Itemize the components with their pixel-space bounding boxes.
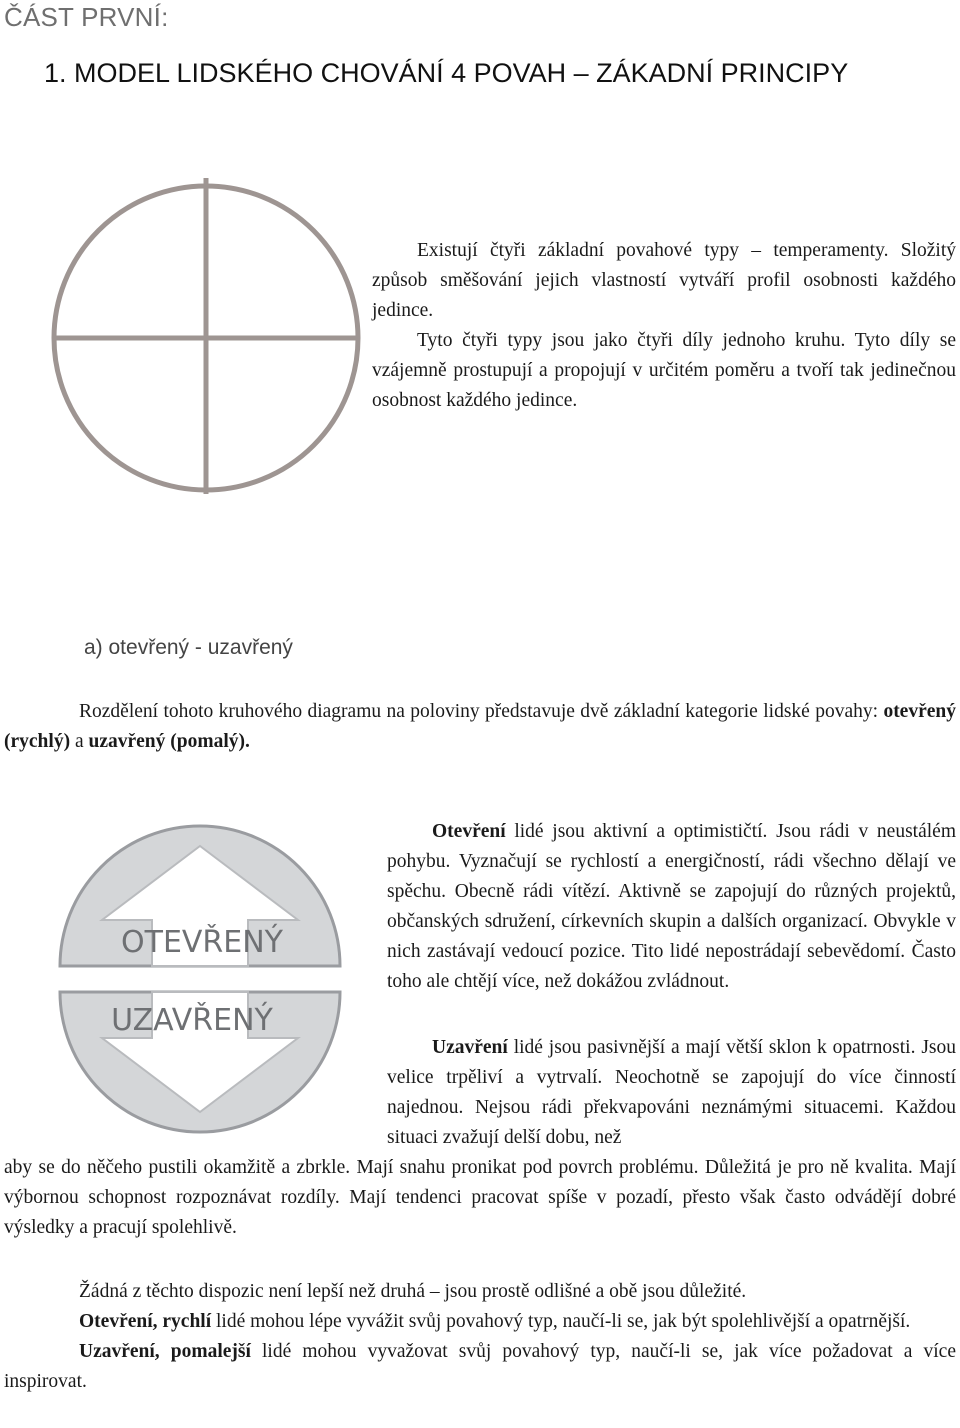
- open-description: lidé jsou aktivní a optimističtí. Jsou rádi v neustálém pohybu. Vyznačují se rychlostí a energičností, rádi všechno dělají ve spěchu. Obecně rádi vítězí. Aktivně se zapojují do různých projektů, občanských sdružení, církevních skupin a dalších organizací. Obvykle v nich zastávají vedoucí pozice. Tito lidé nepostrádají sebevědomí. Často toho ale chtějí více, než dokážou zvládnout.: [387, 821, 956, 992]
- summary-closed: [4, 1337, 956, 1397]
- closed-paragraph-bottom: aby se do něčeho pustili okamžitě a zbrkle. Mají snahu pronikat pod povrch problému. Důležitá je pro ně kvalita. Mají výbornou schopnost rozpoznávat rozdíly. Mají tendenci pracovat spíše v pozadí, přesto však často odvádějí dobré výsledky a pracují spolehlivě.: [4, 1157, 956, 1238]
- closed-paragraph-top: [387, 1033, 956, 1153]
- intro-paragraph-1: Existují čtyři základní povahové typy – temperamenty. Složitý způsob směšování jejich vlastností vytváří profil osobnosti každého jedince.: [372, 240, 956, 321]
- closed-term-inline: uzavřený (pomalý): [88, 731, 245, 752]
- open-paragraph: [387, 817, 956, 997]
- halves-conj: a: [70, 731, 89, 752]
- intro-paragraph-2: Tyto čtyři typy jsou jako čtyři díly jednoho kruhu. Tyto díly se vzájemně prostupují a propojují v určitém poměru a tvoří tak jedinečnou osobnost každého jedince.: [372, 330, 956, 411]
- part-heading: ČÁST PRVNÍ:: [4, 2, 169, 32]
- summary-line-1: Žádná z těchto dispozic není lepší než druhá – jsou prostě odlišné a obě jsou důležité.: [79, 1281, 747, 1302]
- closed-description-top: lidé jsou pasivnější a mají větší sklon k opatrnosti. Jsou velice trpěliví a vytrvalí. Neochotně se zapojují do více činností najednou. Nejsou rádi překvapováni neznámými situacemi. Každou situaci zvažují delší dobu, než: [387, 1037, 956, 1148]
- label-closed: UZAVŘENÝ: [111, 1003, 273, 1038]
- summary-closed-text: lidé mohou vyvažovat svůj povahový typ, naučí-li se, jak více požadovat a více inspirovat.: [4, 1341, 956, 1392]
- chapter-heading: 1. MODEL LIDSKÉHO CHOVÁNÍ 4 POVAH – ZÁKADNÍ PRINCIPY: [44, 58, 849, 88]
- intro-text: [372, 236, 956, 416]
- summary-open-term: Otevření, rychlí: [79, 1311, 212, 1332]
- summary-open: [4, 1307, 956, 1337]
- summary-open-text: lidé mohou lépe vyvážit svůj povahový typ, naučí-li se, jak být spolehlivější a opatrnější.: [211, 1311, 911, 1332]
- halves-end: .: [245, 731, 250, 752]
- summary-block: [4, 1277, 956, 1397]
- halves-lead: Rozdělení tohoto kruhového diagramu na poloviny představuje dvě základní kategorie lidské povahy:: [79, 701, 884, 722]
- label-open: OTEVŘENÝ: [121, 925, 283, 960]
- closed-term: Uzavření: [432, 1037, 508, 1058]
- section-a-heading: a) otevřený - uzavřený: [84, 636, 293, 659]
- halves-paragraph: [4, 697, 956, 757]
- open-term: Otevření: [432, 821, 506, 842]
- summary-closed-term: Uzavření, pomalejší: [79, 1341, 251, 1362]
- open-closed-split-diagram: [52, 816, 348, 1146]
- open-term-inline: otevřený (rychlý): [4, 701, 956, 752]
- four-quadrant-circle-diagram: [40, 176, 376, 496]
